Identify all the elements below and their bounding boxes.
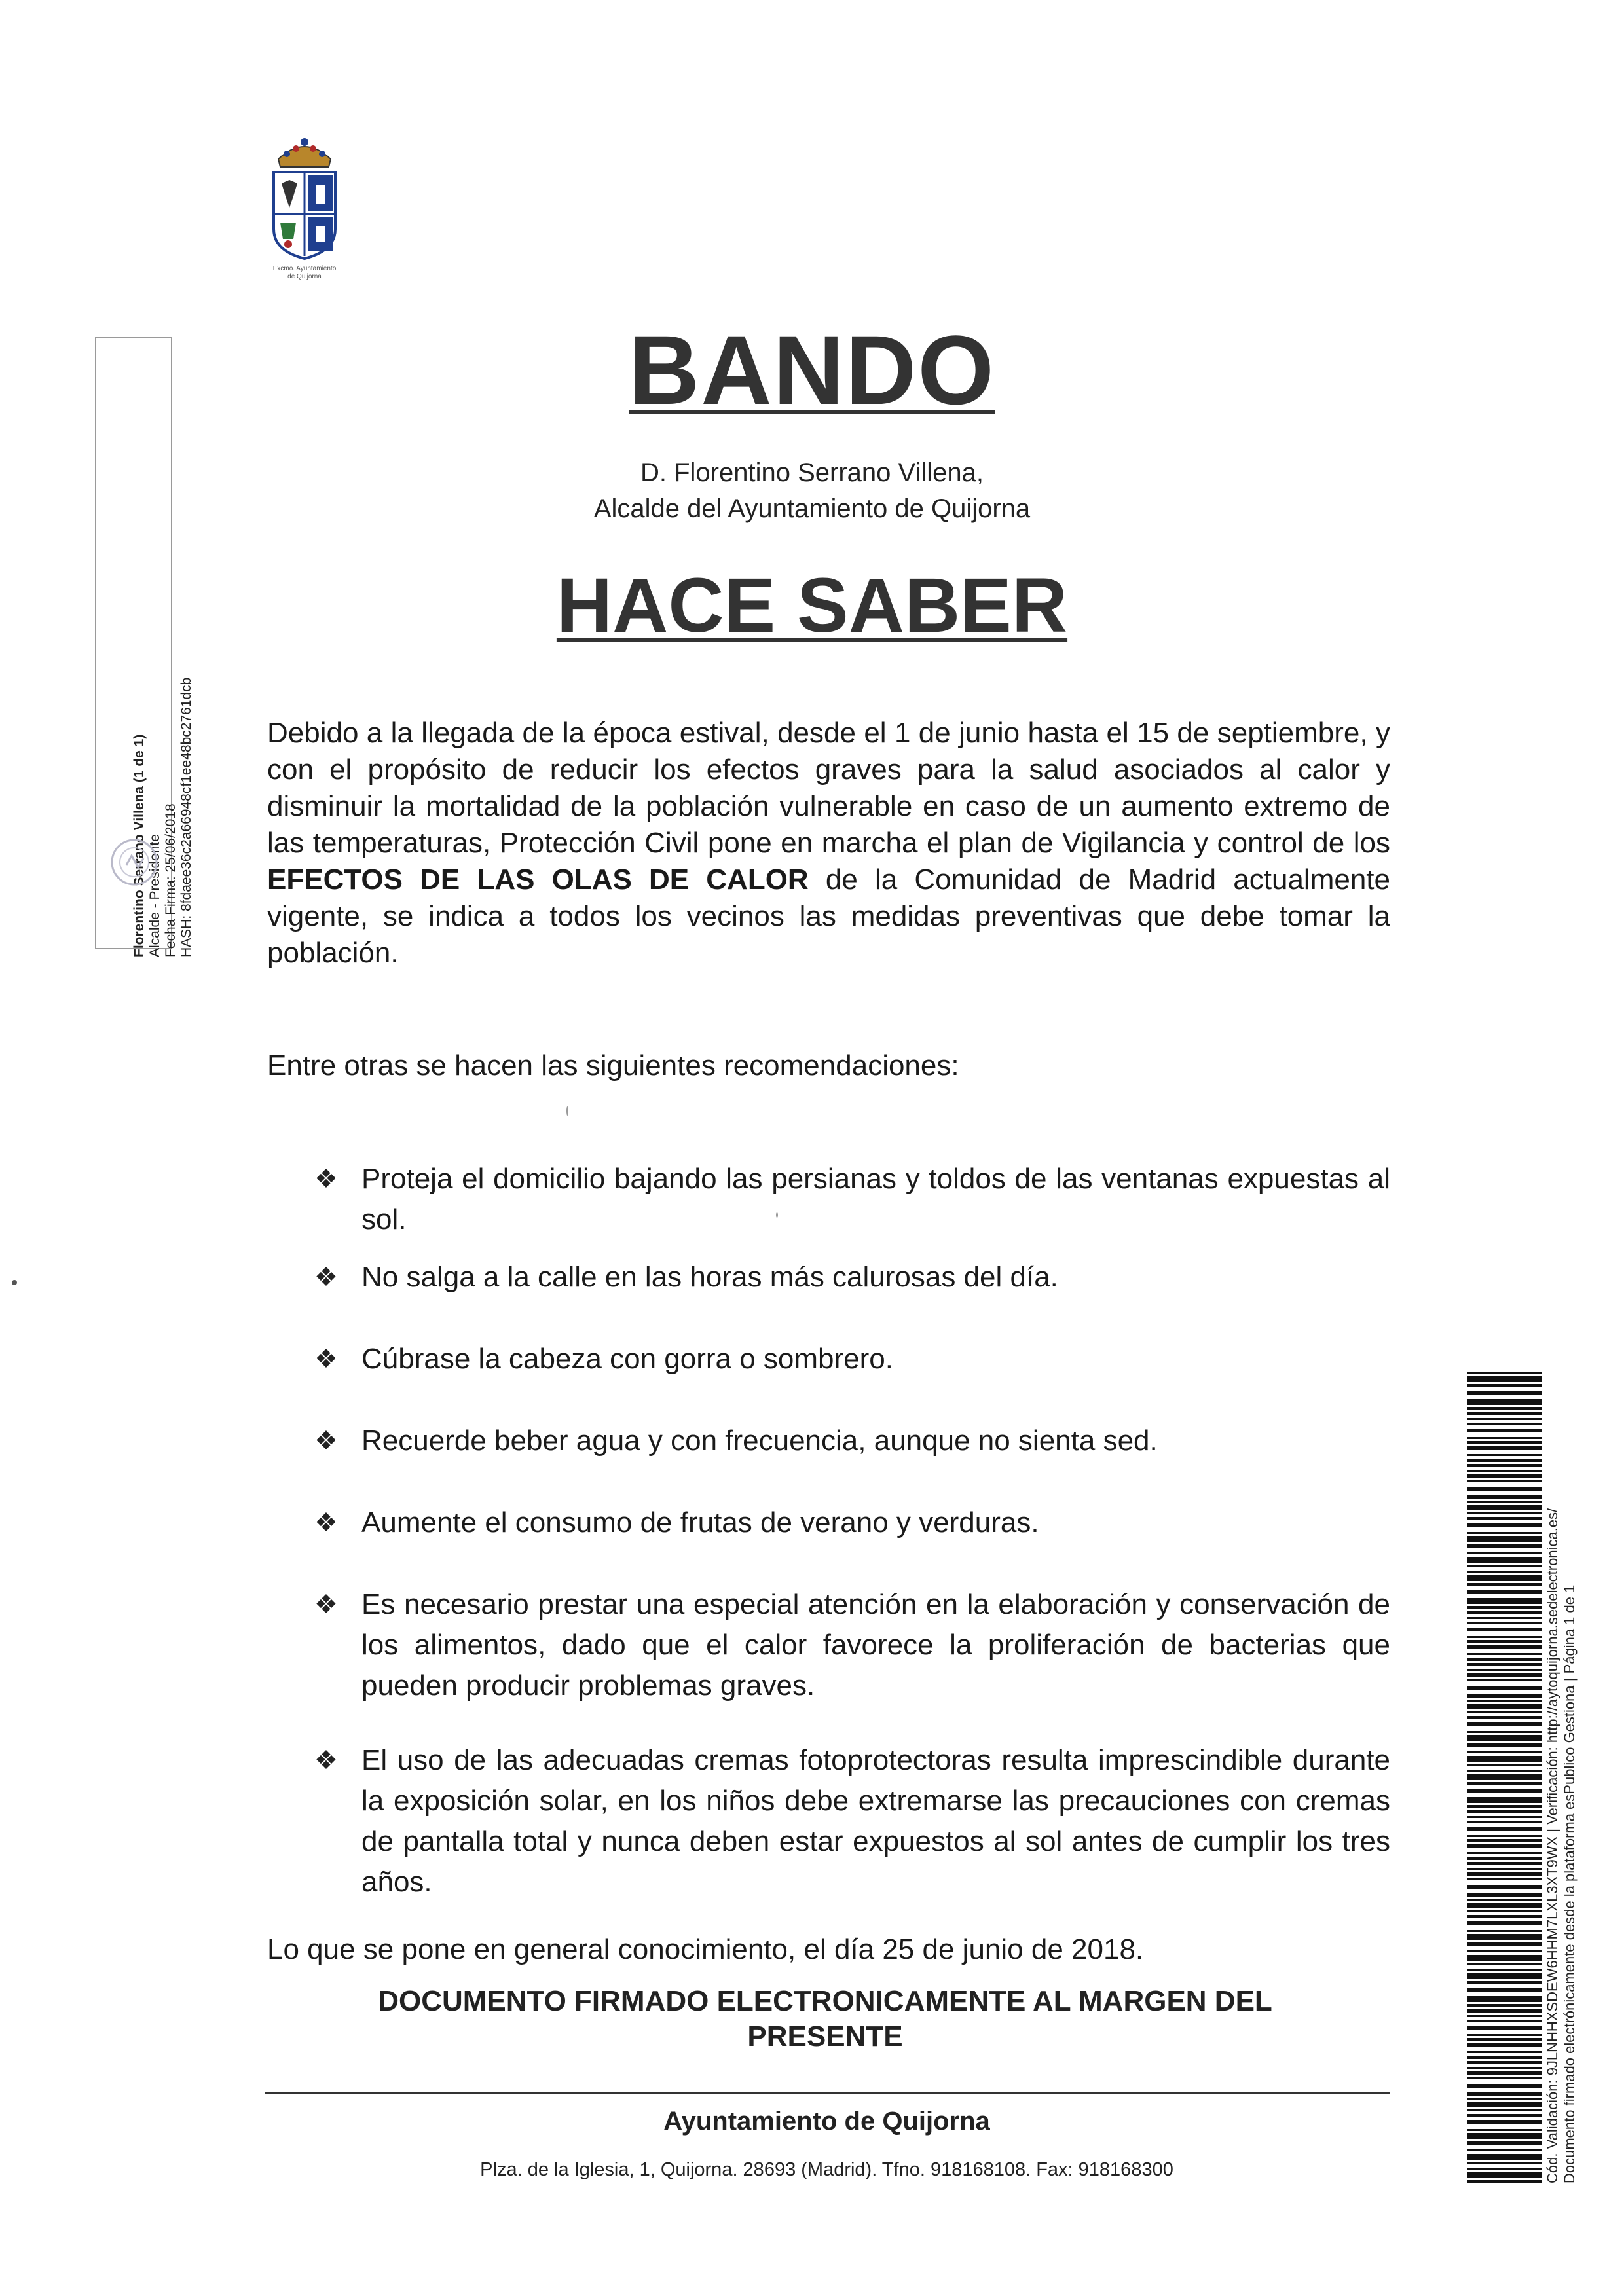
barcode-bar — [1467, 1606, 1542, 1609]
mayor-name: D. Florentino Serrano Villena, — [640, 458, 984, 487]
barcode-bar — [1467, 1645, 1542, 1649]
barcode-bar — [1467, 1536, 1542, 1542]
barcode-bar — [1467, 1429, 1542, 1432]
barcode-bar — [1467, 1617, 1542, 1619]
barcode-bar — [1467, 1384, 1542, 1387]
verification-platform: Documento firmado electrónicamente desde la plataforma esPublico Gestiona | Página 1 de 1 — [1561, 1584, 1578, 2183]
list-item-text: No salga a la calle en las horas más calurosas del día. — [361, 1261, 1058, 1293]
list-item-text: Cúbrase la cabeza con gorra o sombrero. — [361, 1343, 893, 1375]
section-title: HACE SABER — [556, 562, 1068, 649]
scan-speck — [776, 1212, 778, 1218]
barcode-bar — [1467, 1571, 1542, 1573]
barcode-bar — [1467, 1996, 1542, 2002]
barcode-bar — [1467, 1673, 1542, 1677]
barcode-bar — [1467, 1735, 1542, 1741]
verification-code: Cód. Validación: 9JLNHHXSDEW6HHM7LXL3XT9WX | Verificación: http://aytoquijorna.sedelectronica.es/ — [1544, 1508, 1560, 2183]
barcode-bar — [1467, 1459, 1542, 1462]
barcode-bar — [1467, 1544, 1542, 1548]
list-item — [314, 1503, 1390, 1543]
barcode-bar — [1467, 1731, 1542, 1733]
list-item — [314, 1740, 1390, 1903]
barcode-bar — [1467, 1915, 1542, 1918]
barcode-bar — [1467, 1782, 1542, 1785]
barcode-bar — [1467, 1454, 1542, 1456]
barcode-bar — [1467, 2172, 1542, 2178]
barcode-bar — [1467, 1523, 1542, 1527]
list-item — [314, 1159, 1390, 1240]
barcode-bar — [1467, 1827, 1542, 1831]
barcode-bar — [1467, 1789, 1542, 1793]
barcode-bar — [1467, 1376, 1542, 1382]
signature-hash: HASH: 8fdaee36c2a66948cf1ee48bc2761dcb — [179, 677, 194, 957]
barcode-bar — [1467, 2020, 1542, 2022]
footer-organization: Ayuntamiento de Quijorna — [663, 2107, 990, 2136]
barcode-bar — [1467, 2133, 1542, 2139]
barcode-bar — [1467, 1372, 1542, 1374]
barcode-bar — [1467, 1764, 1542, 1766]
barcode-bar — [1467, 1930, 1542, 1932]
barcode-bar — [1467, 1552, 1542, 1554]
barcode-bar — [1467, 1934, 1542, 1940]
diamond-bullet-icon: ❖ — [314, 1345, 338, 1374]
barcode-bar — [1467, 1868, 1542, 1870]
barcode-bar — [1467, 1704, 1542, 1709]
seal-icon — [108, 836, 160, 888]
list-item — [314, 1339, 1390, 1379]
barcode-bar — [1467, 1722, 1542, 1726]
barcode-bar — [1467, 1480, 1542, 1482]
scan-speck — [566, 1106, 568, 1116]
barcode-bar — [1467, 2026, 1542, 2030]
barcode-bar — [1467, 1399, 1542, 1405]
barcode-bar — [1467, 1756, 1542, 1762]
barcode-bar — [1467, 1640, 1542, 1643]
diamond-bullet-icon: ❖ — [314, 1746, 338, 1775]
barcode-bar — [1467, 2180, 1542, 2183]
diamond-bullet-icon: ❖ — [314, 1165, 338, 1194]
barcode-bar — [1467, 2015, 1542, 2017]
list-item — [314, 1257, 1390, 1298]
barcode-bar — [1467, 1495, 1542, 1499]
signed-notice: DOCUMENTO FIRMADO ELECTRONICAMENTE AL MARGEN DEL PRESENTE — [378, 1985, 1272, 2052]
barcode-bar — [1467, 1418, 1542, 1420]
list-item-text: El uso de las adecuadas cremas fotoprotectoras resulta imprescindible durante la exposición solar, en los niños debe extremarse las precauciones con cremas de pantalla total y nunca deben estar expuestos al sol antes de cumplir los tres años. — [361, 1744, 1390, 1898]
barcode-bar — [1467, 1474, 1542, 1478]
barcode-bar — [1467, 2034, 1542, 2036]
barcode-bar — [1467, 1669, 1542, 1671]
barcode-bar — [1467, 2071, 1542, 2075]
barcode-bar — [1467, 2098, 1542, 2100]
barcode-bar — [1467, 2149, 1542, 2151]
barcode-bar — [1467, 2009, 1542, 2013]
list-item-text: Proteja el domicilio bajando las persianas y toldos de las ventanas expuestas al sol. — [361, 1163, 1390, 1235]
barcode-bar — [1467, 1636, 1542, 1638]
list-item — [314, 1421, 1390, 1461]
barcode-bar — [1467, 1532, 1542, 1534]
barcode-bar — [1467, 2038, 1542, 2041]
barcode-bar — [1467, 1598, 1542, 1604]
barcode-bar — [1467, 1628, 1542, 1631]
barcode-bar — [1467, 2154, 1542, 2160]
scan-speck — [12, 1280, 17, 1285]
crest-caption-line2: de Quijorna — [287, 273, 322, 280]
barcode-bar — [1467, 1910, 1542, 1912]
barcode-bar — [1467, 1774, 1542, 1780]
barcode-bar — [1467, 2077, 1542, 2079]
signature-date: Fecha Firma: 25/06/2018 — [163, 803, 178, 957]
barcode-bar — [1467, 1622, 1542, 1624]
barcode-bar — [1467, 1653, 1542, 1655]
barcode-bar — [1467, 1716, 1542, 1719]
barcode-bar — [1467, 1501, 1542, 1503]
barcode-bar — [1467, 1441, 1542, 1444]
barcode-bar — [1467, 1423, 1542, 1425]
barcode-bar — [1467, 1557, 1542, 1563]
barcode-bar — [1467, 2129, 1542, 2131]
barcode-bar — [1467, 1835, 1542, 1837]
barcode-bar — [1467, 1470, 1542, 1472]
barcode-bar — [1467, 1950, 1542, 1952]
page-title: BANDO — [629, 315, 995, 425]
barcode-bar — [1467, 1981, 1542, 1984]
barcode-bar — [1467, 2102, 1542, 2107]
intro-text-end: de la Comunidad de Madrid actualmente vigente, se indica a todos los vecinos las medidas preventivas que debe tomar la población. — [267, 864, 1390, 969]
closing-statement: Lo que se pone en general conocimiento, el día 25 de junio de 2018. — [267, 1933, 1144, 1965]
signer-role: Alcalde - Presidente — [147, 834, 162, 957]
barcode-bar — [1467, 1942, 1542, 1946]
barcode-bar — [1467, 1391, 1542, 1395]
barcode-bar — [1467, 1955, 1542, 1961]
list-item-text: Recuerde beber agua y con frecuencia, aunque no sienta sed. — [361, 1425, 1158, 1457]
barcode-bar — [1467, 1899, 1542, 1901]
barcode-bar — [1467, 2067, 1542, 2069]
barcode-bar — [1467, 2168, 1542, 2170]
barcode-bar — [1467, 1658, 1542, 1661]
list-item-text: Aumente el consumo de frutas de verano y verduras. — [361, 1506, 1039, 1539]
barcode-bar — [1467, 1988, 1542, 1992]
barcode-bar — [1467, 1844, 1542, 1848]
barcode-bar — [1467, 2061, 1542, 2064]
barcode-bar — [1467, 2141, 1542, 2145]
list-item-text: Es necesario prestar una especial atención en la elaboración y conservación de los alimentos, dado que el calor favorece la proliferación de bacterias que pueden producir problemas graves. — [361, 1588, 1390, 1702]
barcode-bar — [1467, 1611, 1542, 1614]
barcode-bar — [1467, 1679, 1542, 1681]
barcode-bar — [1467, 1816, 1542, 1818]
barcode-bar — [1467, 1770, 1542, 1772]
barcode-bar — [1467, 1852, 1542, 1854]
barcode-bar — [1467, 1437, 1542, 1439]
barcode-bar — [1467, 1464, 1542, 1467]
barcode-bar — [1467, 1810, 1542, 1813]
barcode-bar — [1467, 2056, 1542, 2059]
barcode-bar — [1467, 1487, 1542, 1491]
diamond-bullet-icon: ❖ — [314, 1263, 338, 1292]
barcode-bar — [1467, 2084, 1542, 2088]
barcode-bar — [1467, 1711, 1542, 1713]
barcode-bar — [1467, 1973, 1542, 1979]
barcode-bar — [1467, 1407, 1542, 1410]
barcode-bar — [1467, 1686, 1542, 1690]
diamond-bullet-icon: ❖ — [314, 1427, 338, 1455]
barcode-bar — [1467, 2092, 1542, 2096]
barcode-bar — [1467, 1903, 1542, 1908]
signer-name: Florentino Serrano Villena (1 de 1) — [132, 734, 147, 957]
diamond-bullet-icon: ❖ — [314, 1508, 338, 1537]
barcode-bar — [1467, 1412, 1542, 1415]
footer-address: Plza. de la Iglesia, 1, Quijorna. 28693 (Madrid). Tfno. 918168108. Fax: 918168300 — [480, 2159, 1173, 2180]
barcode-bar — [1467, 1565, 1542, 1567]
crest-caption-line1: Excmo. Ayuntamiento — [272, 265, 337, 272]
barcode-bar — [1467, 1963, 1542, 1965]
barcode-bar — [1467, 2043, 1542, 2047]
barcode-bar — [1467, 1862, 1542, 1865]
barcode-bar — [1467, 1893, 1542, 1897]
barcode-bar — [1467, 2051, 1542, 2053]
intro-paragraph — [267, 715, 1390, 972]
barcode-bar — [1467, 1743, 1542, 1747]
barcode-bar — [1467, 1663, 1542, 1666]
municipal-coat-of-arms-icon — [255, 134, 354, 265]
diamond-bullet-icon: ❖ — [314, 1590, 338, 1619]
barcode-bar — [1467, 1805, 1542, 1808]
barcode-bar — [1467, 2109, 1542, 2111]
list-item — [314, 1584, 1390, 1706]
mayor-role: Alcalde del Ayuntamiento de Quijorna — [593, 494, 1031, 523]
intro-text-start: Debido a la llegada de la época estival, desde el 1 de junio hasta el 15 de septiembre, y con el propósito de reducir los efectos graves para la salud asociados al calor y disminuir la mortalidad de la población vulnerable en caso de un aumento extremo de las temperaturas, Protección Civil pone en marcha el plan de Vigilancia y control de los — [267, 717, 1390, 859]
barcode-bar — [1467, 1575, 1542, 1581]
barcode-bar — [1467, 1517, 1542, 1520]
barcode-bar — [1467, 1969, 1542, 1971]
barcode-bar — [1467, 1512, 1542, 1514]
intro-highlight: EFECTOS DE LAS OLAS DE CALOR — [267, 864, 809, 896]
barcode-bar — [1467, 2162, 1542, 2164]
barcode-bar — [1467, 1505, 1542, 1510]
barcode-bar — [1467, 1694, 1542, 1698]
crest-caption — [249, 265, 360, 281]
barcode-bar — [1467, 1700, 1542, 1702]
barcode-bar — [1467, 1821, 1542, 1823]
barcode-bar — [1467, 1857, 1542, 1860]
barcode-bar — [1467, 1583, 1542, 1586]
barcode-bar — [1467, 1872, 1542, 1876]
barcode-bar — [1467, 1921, 1542, 1925]
barcode-bar — [1467, 2114, 1542, 2117]
barcode-bar — [1467, 1878, 1542, 1880]
barcode-icon — [1467, 1372, 1542, 2187]
barcode-bar — [1467, 1446, 1542, 1450]
barcode-bar — [1467, 1797, 1542, 1803]
recommendations-intro: Entre otras se hacen las siguientes recomendaciones: — [267, 1049, 959, 1082]
footer-divider — [265, 2092, 1390, 2094]
verification-details — [1544, 1365, 1578, 2183]
barcode-bar — [1467, 1839, 1542, 1842]
barcode-bar — [1467, 1751, 1542, 1753]
barcode-bar — [1467, 1590, 1542, 1594]
barcode-bar — [1467, 1885, 1542, 1889]
barcode-bar — [1467, 2120, 1542, 2124]
barcode-bar — [1467, 2004, 1542, 2007]
